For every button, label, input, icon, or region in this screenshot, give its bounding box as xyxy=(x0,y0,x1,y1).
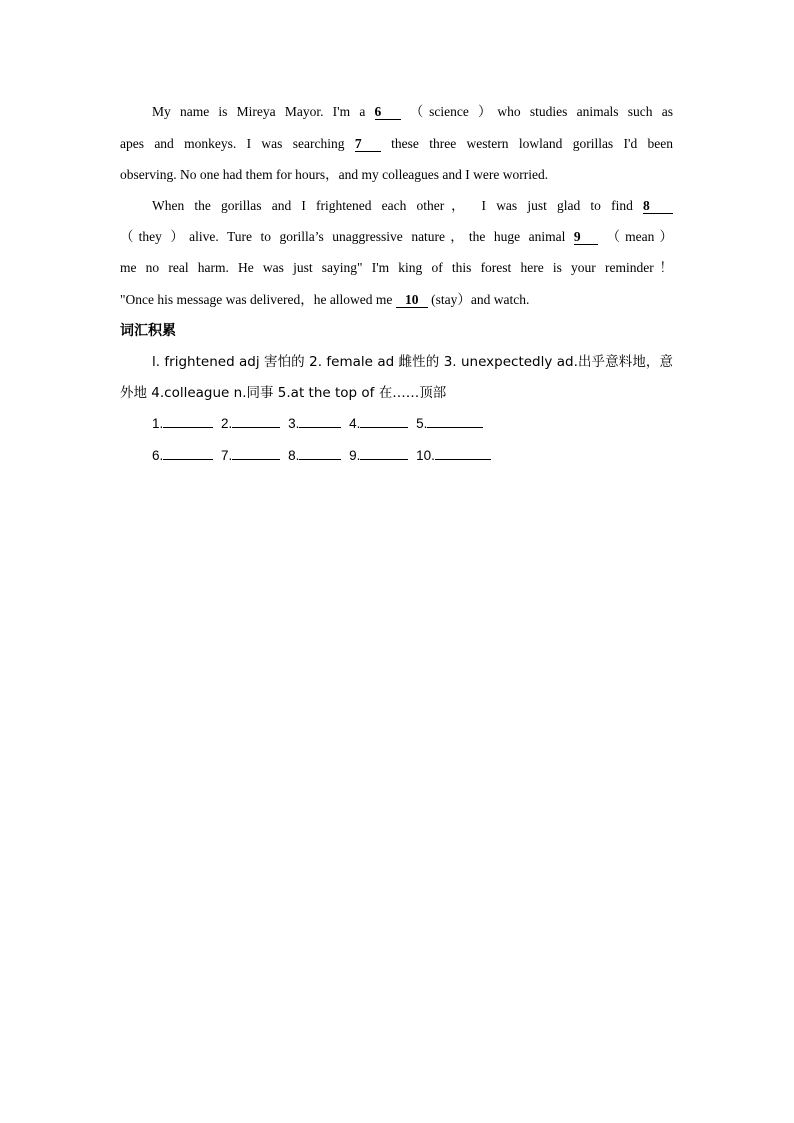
answer-slot[interactable] xyxy=(152,414,213,434)
blank-7[interactable]: 7 xyxy=(355,136,381,152)
text-segment: My name is Mireya Mayor. I'm a xyxy=(152,104,366,119)
answer-slot[interactable] xyxy=(416,414,483,434)
blank-8[interactable]: 8 xyxy=(643,198,673,214)
text-segment: （mean） xyxy=(606,229,673,244)
passage-line xyxy=(152,102,673,122)
answer-slot[interactable] xyxy=(221,414,280,434)
answer-slot[interactable] xyxy=(349,446,408,466)
passage-line xyxy=(152,196,673,216)
answer-underline[interactable] xyxy=(232,447,280,460)
answer-number: 5. xyxy=(416,416,428,431)
answer-underline[interactable] xyxy=(360,415,408,428)
answer-number: 1. xyxy=(152,416,164,431)
blank-9[interactable]: 9 xyxy=(574,229,598,245)
answer-underline[interactable] xyxy=(163,415,213,428)
answer-underline[interactable] xyxy=(360,447,408,460)
answer-number: 2. xyxy=(221,416,233,431)
answer-underline[interactable] xyxy=(163,447,213,460)
passage-line xyxy=(120,227,673,247)
text-segment: （science ）who studies animals such as xyxy=(409,104,673,119)
passage-line xyxy=(120,290,610,310)
blank-6[interactable]: 6 xyxy=(375,104,401,120)
text-segment: apes and monkeys. I was searching xyxy=(120,136,345,151)
blank-10[interactable]: 10 xyxy=(396,292,428,308)
text-segment: （they ）alive. Ture to gorilla’s unaggressive nature，the huge animal xyxy=(120,229,566,244)
answer-slot[interactable] xyxy=(288,446,341,466)
answer-number: 8. xyxy=(288,448,300,463)
text-segment: these three western lowland gorillas I'd been xyxy=(391,136,674,151)
text-segment: (stay）and watch. xyxy=(431,292,530,307)
vocab-text: 外地 4.colleague n.同事 5.at the top of 在……顶部 xyxy=(120,385,447,401)
answer-slot[interactable] xyxy=(288,414,341,434)
passage-line xyxy=(120,258,673,278)
text-segment: "Once his message was delivered，he allowed me xyxy=(120,292,393,307)
text-segment: me no real harm. He was just saying" I'm king of this forest here is your reminder！ xyxy=(120,260,673,275)
text-segment: When the gorillas and I frightened each other， I was just glad to find xyxy=(152,198,633,213)
answer-row-2 xyxy=(152,446,495,466)
passage-line xyxy=(120,134,673,154)
answer-row-1 xyxy=(152,414,487,434)
vocab-line xyxy=(152,352,673,372)
answer-underline[interactable] xyxy=(299,415,341,428)
answer-slot[interactable] xyxy=(349,414,408,434)
answer-underline[interactable] xyxy=(427,415,483,428)
answer-underline[interactable] xyxy=(435,447,491,460)
answer-number: 3. xyxy=(288,416,300,431)
answer-slot[interactable] xyxy=(152,446,213,466)
answer-number: 6. xyxy=(152,448,164,463)
vocab-text: l. frightened adj 害怕的 2. female ad 雌性的 3. unexpectedly ad.出乎意料地，意 xyxy=(152,354,673,370)
passage-line xyxy=(120,165,673,185)
answer-underline[interactable] xyxy=(299,447,341,460)
answer-number: 7. xyxy=(221,448,233,463)
answer-slot[interactable] xyxy=(221,446,280,466)
answer-underline[interactable] xyxy=(232,415,280,428)
vocab-heading: 词汇积累 xyxy=(120,323,176,339)
vocab-line xyxy=(120,383,673,403)
text-segment: observing. No one had them for hours，and my colleagues and I were worried. xyxy=(120,167,549,182)
answer-number: 9. xyxy=(349,448,361,463)
answer-slot[interactable] xyxy=(416,446,491,466)
answer-number: 4. xyxy=(349,416,361,431)
answer-number: 10. xyxy=(416,448,435,463)
